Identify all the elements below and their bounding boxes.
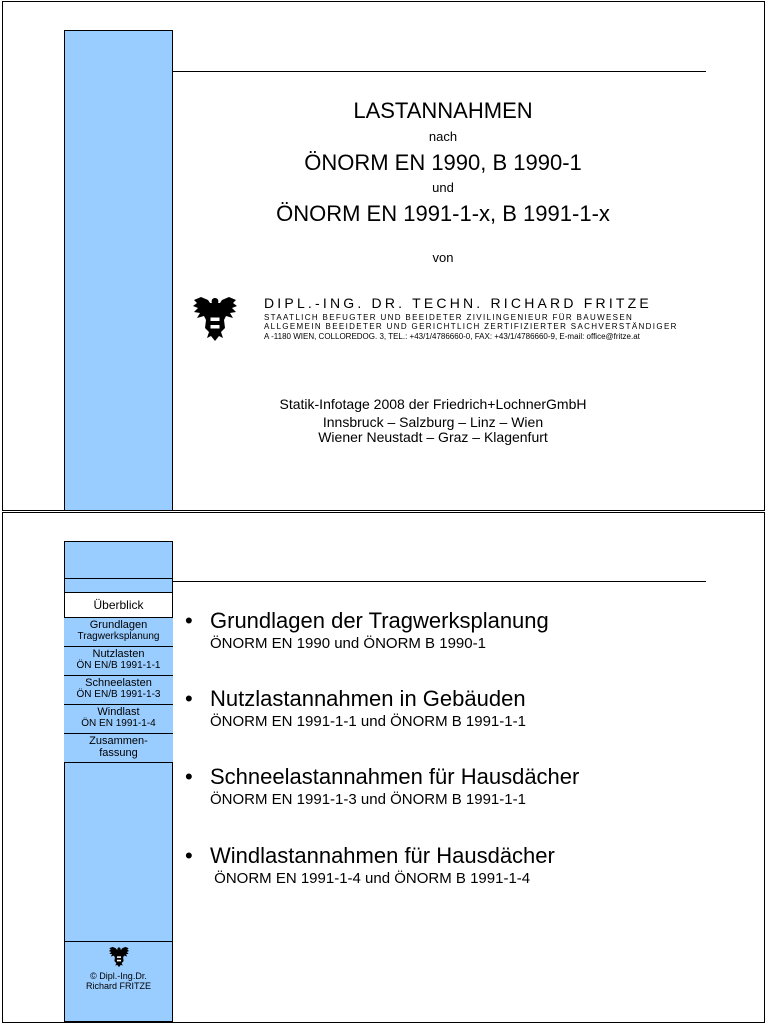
- bullet-icon: •: [185, 843, 193, 868]
- nav-label: Windlast: [97, 706, 140, 718]
- header-rule: [173, 581, 706, 582]
- topic-title: Windlastannahmen für Hausdächer: [210, 843, 555, 868]
- topic-item: [185, 763, 745, 842]
- nav-sublabel: ÖN EN/B 1991-1-3: [76, 689, 161, 700]
- copyright-line-2: Richard FRITZE: [85, 981, 151, 991]
- conjunction-und: und: [432, 180, 454, 195]
- nav-sublabel: ÖN EN/B 1991-1-1: [76, 660, 161, 671]
- conjunction-nach: nach: [428, 129, 458, 144]
- topic-title: Schneelastannahmen für Hausdächer: [210, 764, 580, 789]
- author-certification: ALLGEMEIN BEEIDETER UND GERICHTLICH ZERTIFIZIERTER SACHVERSTÄNDIGER: [264, 322, 678, 331]
- nav-item-grundlagen[interactable]: [64, 618, 173, 647]
- norm-line-1: ÖNORM EN 1990, B 1990-1: [304, 150, 582, 175]
- author-address: A -1180 WIEN, COLLOREDOG. 3, TEL.: +43/1/4786660-0, FAX: +43/1/4786660-9, E-mail: office@fritze.at: [264, 332, 640, 341]
- author-name: DIPL.-ING. DR. TECHN. RICHARD FRITZE: [264, 295, 652, 311]
- copyright-line-1: © Dipl.-Ing.Dr.: [90, 971, 147, 981]
- nav-sublabel: Tragwerksplanung: [77, 631, 160, 642]
- nav-item-zusammenfassung[interactable]: [64, 734, 173, 763]
- nav-item-schneelasten[interactable]: [64, 676, 173, 705]
- topic-list: [185, 607, 745, 902]
- title-slide: [2, 1, 765, 511]
- header-rule: [173, 71, 706, 72]
- nav-label: Nutzlasten: [92, 648, 145, 660]
- nav-item-ueberblick[interactable]: [64, 592, 173, 618]
- overview-slide: [2, 512, 765, 1023]
- nav-label: Überblick: [93, 598, 144, 612]
- bullet-icon: •: [185, 608, 193, 633]
- topic-title: Grundlagen der Tragwerksplanung: [210, 608, 549, 633]
- nav-label: Schneelasten: [85, 677, 152, 689]
- nav-item-nutzlasten[interactable]: [64, 647, 173, 676]
- topic-item: [185, 842, 745, 902]
- sidebar-bar: [64, 30, 173, 511]
- topic-norms: ÖNORM EN 1990 und ÖNORM B 1990-1: [210, 635, 486, 652]
- nav-label: Zusammen-: [89, 735, 148, 747]
- nav-sublabel: ÖN EN 1991-1-4: [81, 718, 156, 729]
- event-cities-1: Innsbruck – Salzburg – Linz – Wien: [322, 414, 544, 430]
- nav-sublabel: fassung: [99, 747, 138, 759]
- topic-title: Nutzlastannahmen in Gebäuden: [210, 686, 526, 711]
- nav-item-windlast[interactable]: [64, 705, 173, 734]
- topic-norms: ÖNORM EN 1991-1-3 und ÖNORM B 1991-1-1: [210, 791, 526, 808]
- slide-title: LASTANNAHMEN: [353, 98, 533, 123]
- bullet-icon: •: [185, 686, 193, 711]
- sidebar-rule: [64, 578, 173, 579]
- topic-norms: ÖNORM EN 1991-1-1 und ÖNORM B 1991-1-1: [210, 713, 526, 730]
- author-letterhead: [191, 294, 691, 346]
- conjunction-von: von: [432, 250, 454, 265]
- norm-line-2: ÖNORM EN 1991-1-x, B 1991-1-x: [276, 201, 610, 226]
- nav-label: Grundlagen: [89, 619, 148, 631]
- author-qualification: STAATLICH BEFUGTER UND BEEIDETER ZIVILINGENIEUR FÜR BAUWESEN: [264, 313, 634, 322]
- section-navigation: [64, 592, 173, 763]
- eagle-coat-of-arms-icon: [191, 294, 239, 344]
- topic-item: [185, 685, 745, 763]
- topic-norms: ÖNORM EN 1991-1-4 und ÖNORM B 1991-1-4: [210, 870, 531, 887]
- bullet-icon: •: [185, 764, 193, 789]
- event-title: Statik-Infotage 2008 der Friedrich+LochnerGmbH: [279, 396, 587, 412]
- event-cities-2: Wiener Neustadt – Graz – Klagenfurt: [318, 429, 548, 445]
- eagle-coat-of-arms-icon: [108, 945, 130, 969]
- topic-item: [185, 607, 745, 685]
- copyright-box: [64, 941, 173, 996]
